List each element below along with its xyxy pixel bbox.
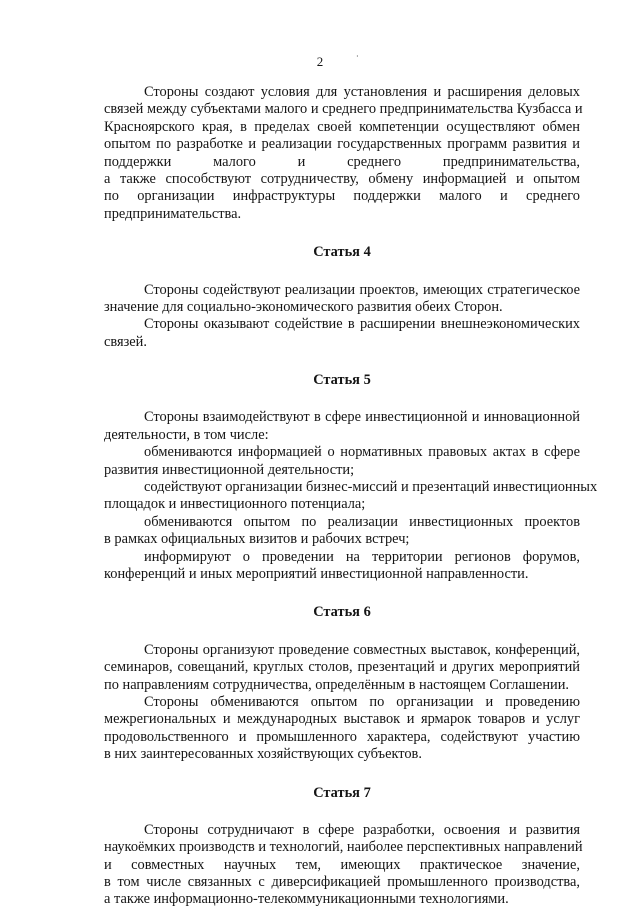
page-number (0, 54, 640, 70)
text-line: поддержки малого и среднего предпринимательства, (104, 153, 580, 170)
text-line: а также способствуют сотрудничеству, обмену информацией и опытом (104, 170, 580, 187)
page-number-text: 2 (316, 54, 324, 69)
spacer (104, 351, 580, 372)
text-line: Стороны оказывают содействие в расширении внешнеэкономических (144, 316, 580, 333)
text-line: Красноярского края, в пределах своей компетенции осуществляют обмен (104, 118, 580, 135)
text-line: содействуют организации бизнес-миссий и презентаций инвестиционных (144, 479, 598, 496)
spacer (104, 764, 580, 785)
spacer (104, 622, 580, 642)
text-line: Стороны обмениваются опытом по организации и проведению (144, 693, 580, 710)
text-line: опытом по разработке и реализации государственных программ развития и (104, 136, 580, 153)
text-line: семинаров, совещаний, круглых столов, презентаций и других мероприятий (104, 659, 580, 676)
text-line: обмениваются опытом по реализации инвестиционных проектов (144, 513, 580, 530)
text-line: предпринимательства. (104, 205, 242, 222)
text-line: продовольственного и промышленного характера, содействуют участию (104, 728, 580, 745)
text-line: значение для социально-экономического развития обеих Сторон. (104, 298, 503, 315)
article-heading: Статья 7 (313, 784, 371, 801)
text-line: развития инвестиционной деятельности; (104, 461, 355, 478)
text-line: Стороны содействуют реализации проектов, имеющих стратегическое (144, 281, 580, 298)
article-heading: Статья 4 (313, 244, 371, 261)
text-line: связей между субъектами малого и среднего предпринимательства Кузбасса и (104, 101, 583, 118)
text-line: площадок и инвестиционного потенциала; (104, 496, 366, 513)
text-line: и совместных научных тем, имеющих практическое значение, (104, 856, 580, 873)
text-line: Стороны организуют проведение совместных выставок, конференций, (144, 641, 580, 658)
article-section (104, 351, 598, 583)
text-line: Стороны взаимодействуют в сфере инвестиционной и инновационной (144, 409, 580, 426)
article-heading: Статья 6 (313, 604, 371, 621)
spacer (104, 583, 580, 604)
text-line: связей. (104, 333, 147, 350)
spacer (104, 389, 580, 409)
article-section (104, 583, 580, 763)
scan-mark: · (356, 52, 359, 61)
spacer (104, 223, 580, 244)
text-line: в рамках официальных визитов и рабочих встреч; (104, 531, 410, 548)
document-body (104, 84, 598, 909)
spacer (104, 262, 580, 282)
text-line: Стороны создают условия для установления и расширения деловых (144, 84, 580, 100)
text-line: деятельности, в том числе: (104, 426, 269, 443)
text-line: в них заинтересованных хозяйствующих субъектов. (104, 746, 422, 763)
text-line: наукоёмких производств и технологий, наиболее перспективных направлений (104, 839, 583, 856)
text-line: в том числе связанных с диверсификацией промышленного производства, (104, 874, 580, 891)
intro-section (104, 84, 583, 223)
article-section (104, 223, 580, 351)
text-line: по направлениям сотрудничества, определённым в настоящем Соглашении. (104, 676, 570, 693)
text-line: межрегиональных и международных выставок и ярмарок товаров и услуг (104, 711, 580, 728)
spacer (104, 802, 580, 822)
article-section (104, 764, 583, 909)
text-line: а также информационно-телекоммуникационными технологиями. (104, 891, 509, 908)
text-line: Стороны сотрудничают в сфере разработки, освоения и развития (144, 821, 580, 838)
text-line: информируют о проведении на территории регионов форумов, (144, 548, 580, 565)
text-line: по организации инфраструктуры поддержки малого и среднего (104, 188, 580, 205)
text-line: конференций и иных мероприятий инвестиционной направленности. (104, 565, 529, 582)
text-line: обмениваются информацией о нормативных правовых актах в сфере (144, 444, 580, 461)
article-heading: Статья 5 (313, 372, 371, 389)
